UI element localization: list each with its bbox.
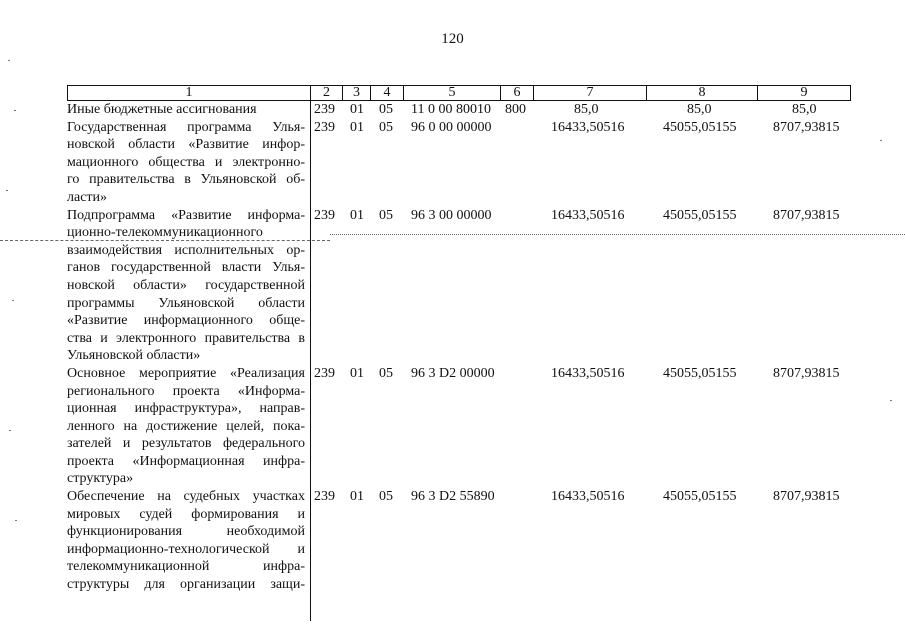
row-col3: 01 [350, 365, 364, 381]
row-col2: 239 [314, 119, 335, 135]
row-col9: 8707,93815 [773, 365, 840, 381]
header-col-1: 1 [68, 86, 311, 100]
scan-speck [880, 140, 882, 141]
table-row [67, 365, 851, 488]
header-col-3: 3 [343, 86, 371, 100]
row-col5: 96 3 D2 55890 [411, 489, 495, 505]
page-number: 120 [441, 31, 464, 47]
row-col7: 16433,50516 [551, 207, 625, 223]
header-col-5: 5 [404, 86, 501, 100]
row-col2: 239 [314, 365, 335, 381]
row-col4: 05 [379, 102, 393, 117]
row-name: Подпрограмма «Развитие информа- ционно-телекоммуникационного взаимодействия исполнительных ор- ганов государственной власти Улья- новской области» государственной программы Ульяновской области «Развитие информационного обще- ства и электронного правительства в Ульяновской области» [67, 207, 305, 364]
row-col3: 01 [350, 207, 364, 223]
row-name: Иные бюджетные ассигнования [67, 102, 257, 117]
scan-artifact-line [330, 234, 905, 235]
table-header [67, 85, 851, 101]
row-col3: 01 [350, 489, 364, 505]
row-col4: 05 [379, 365, 393, 381]
row-col8: 45055,05155 [663, 489, 737, 505]
column-divider [310, 101, 311, 621]
row-col2: 239 [314, 207, 335, 223]
table-row [67, 488, 851, 594]
table-row [67, 101, 851, 119]
header-col-4: 4 [371, 86, 404, 100]
row-col8: 45055,05155 [663, 365, 737, 381]
row-name: Основное мероприятие «Реализация регионального проекта «Информа- ционная инфраструктура», направ- ленного на достижение целей, пока- зателей и результатов федерального проекта «Информационная инфра- структура» [67, 365, 305, 487]
row-col3: 01 [350, 119, 364, 135]
row-name: Государственная программа Улья- новской области «Развитие инфор- мационного общества и электронно- го правительства в Ульяновской об- ласти» [67, 119, 305, 205]
row-col2: 239 [314, 102, 335, 117]
row-col9: 8707,93815 [773, 489, 840, 505]
row-col3: 01 [350, 102, 364, 117]
row-col9: 85,0 [792, 102, 817, 117]
scan-speck [12, 300, 14, 301]
scan-speck [9, 430, 11, 431]
scan-speck [14, 110, 16, 111]
header-col-2: 2 [311, 86, 343, 100]
header-col-6: 6 [501, 86, 534, 100]
header-col-7: 7 [534, 86, 647, 100]
row-col9: 8707,93815 [773, 207, 840, 223]
row-col8: 85,0 [687, 102, 712, 117]
row-col7: 16433,50516 [551, 489, 625, 505]
row-col9: 8707,93815 [773, 119, 840, 135]
header-col-8: 8 [647, 86, 758, 100]
scan-speck [8, 60, 10, 61]
header-col-9: 9 [800, 85, 808, 100]
row-col8: 45055,05155 [663, 119, 737, 135]
row-col5: 96 0 00 00000 [411, 119, 492, 135]
row-col6: 800 [505, 102, 526, 117]
row-col5: 96 3 00 00000 [411, 207, 492, 223]
row-col8: 45055,05155 [663, 207, 737, 223]
row-col7: 16433,50516 [551, 119, 625, 135]
budget-table [67, 85, 851, 594]
scan-speck [6, 190, 8, 191]
row-col7: 85,0 [574, 102, 599, 117]
row-col4: 05 [379, 119, 393, 135]
scan-speck [890, 400, 892, 401]
table-body [67, 101, 851, 594]
row-col4: 05 [379, 489, 393, 505]
table-row [67, 119, 851, 207]
scan-artifact-line [0, 240, 330, 241]
scan-speck [15, 520, 17, 521]
row-col7: 16433,50516 [551, 365, 625, 381]
table-row [67, 207, 851, 365]
row-col5: 96 3 D2 00000 [411, 365, 495, 381]
row-col2: 239 [314, 489, 335, 505]
row-col4: 05 [379, 207, 393, 223]
row-col5: 11 0 00 80010 [411, 102, 491, 117]
row-name: Обеспечение на судебных участках мировых судей формирования и функционирования необходимой информационно-технологической и телекоммуникационной инфра- структуры для организации защи- [67, 489, 305, 593]
